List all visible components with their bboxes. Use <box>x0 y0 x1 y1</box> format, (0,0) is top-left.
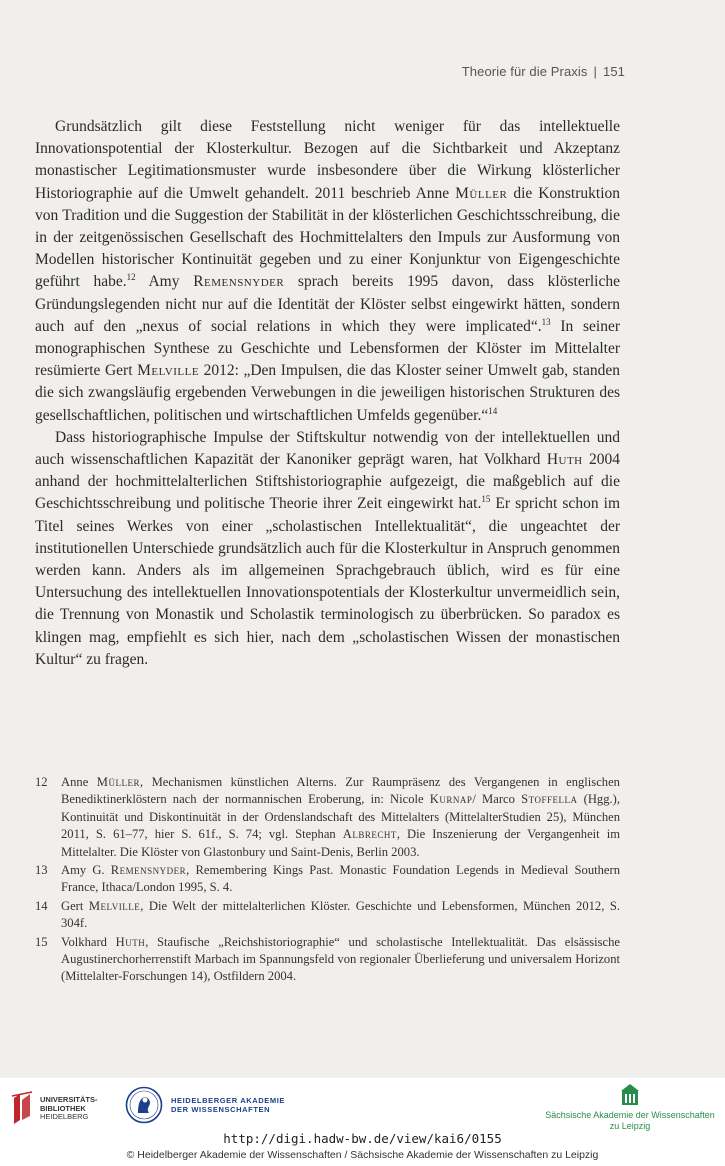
text-run: 2004 anhand der hochmittelalterlichen Stiftshistoriographie aufgezeigt, die maßgeblich auf die Geschichtsschreibung und politische Theorie ihrer Zeit eingewirkt hat. <box>35 451 621 513</box>
paragraph-2 <box>35 427 620 671</box>
footnotes <box>35 774 620 987</box>
author-name: Remensnyder <box>110 863 187 878</box>
text-run: , Die Inszenierung der Vergangenheit im Mittelalter. Die Klöster von Glastonbury und Saint-Denis, Berlin 2003. <box>61 827 620 859</box>
author-name: Remensnyder <box>193 273 285 291</box>
text-run: (Hgg.), Kontinuität und Diskontinuität in der Ordenslandschaft des Mittelalters (MittelalterStudien 25), München 2011, S. 61–77, hier S. 61f., S. 74; vgl. Stephan <box>61 792 620 842</box>
page-number: 151 <box>603 64 625 79</box>
text-run: , Staufische „Reichshistoriographie“ und scholastische Intellektualität. Das elsässische Augustinerchorherrenstift Marbach im Spannungsfeld von regionaler Überlieferung und universalem Horizont (Mittelalter-Forschungen 14), Ostfildern 2004. <box>61 934 620 984</box>
permalink-url[interactable]: http://digi.hadw-bw.de/view/kai6/0155 <box>223 1131 502 1146</box>
ub-heidelberg-logo[interactable] <box>10 1090 120 1130</box>
text-run: Er spricht schon im Titel seines Werkes von einer „scholastischen Intellektualität“, die ungeachtet der institutionellen Unterschiede grundsätzlich auch für die Klosterkultur in Anspruch genommen werden kann. Anders als im allgemeinen Sprachgebrauch üblich, wird es für eine Untersuchung des intellektuellen Innovationspotentials der Klosterkultur unvermeidlich sein, die Trennung von Monastik und Scholastik terminologisch zu überbrücken. So paradox es klingen mag, empfiehlt es sich hier, nach dem „scholastischen Wissen der monastischen Kultur“ zu fragen. <box>35 495 621 668</box>
saw-line-1: Sächsische Akademie der Wissenschaften <box>545 1110 715 1120</box>
hadw-name <box>171 1096 285 1114</box>
running-header <box>462 64 625 79</box>
footnote-ref-13[interactable]: 13 <box>541 316 551 327</box>
text-run: die Konstruktion von Tradition und die Suggestion der Stabilität in der klösterlichen Geschichtsschreibung, die in der zeitgenössischen Gesellschaft des Hochmittelalters den Impuls zur Ausformung von Modellen historischer Kontinuität gegeben und zu einer Konjunktur von Eigengeschichte geführt habe. <box>35 184 620 291</box>
header-separator: | <box>593 64 597 79</box>
text-run: / Marco <box>472 792 522 807</box>
text-run: Gert <box>61 898 89 913</box>
footnote-ref-12[interactable]: 12 <box>126 272 136 283</box>
text-run: Volkhard <box>61 934 116 949</box>
footnote-number: 15 <box>35 934 48 949</box>
text-run: Amy <box>135 273 194 291</box>
author-name: Müller <box>455 184 508 202</box>
author-name: Huth <box>115 934 146 949</box>
text-run: 2012: „Den Impulsen, die das Kloster seiner Umwelt gab, standen die sich zwangsläufig ergebenden Verwebungen in die jeweiligen historischen Strukturen des gesellschaftlichen, politischen und wirtschaftlichen Umfelds gegenüber.“ <box>35 362 620 424</box>
text-run: , Remembering Kings Past. Monastic Foundation Legends in Medieval Southern France, Ithaca/London 1995, S. 4. <box>61 863 621 895</box>
saw-name <box>545 1110 715 1132</box>
hadw-line-1: HEIDELBERGER AKADEMIE <box>171 1096 285 1105</box>
digitization-footer <box>0 1078 725 1166</box>
ub-line-3: HEIDELBERG <box>40 1112 89 1121</box>
ub-line-2: BIBLIOTHEK <box>40 1103 86 1113</box>
text-run: Anne <box>61 775 97 789</box>
ub-line-1: UNIVERSITÄTS- <box>40 1095 98 1104</box>
saw-line-2: zu Leipzig <box>609 1121 651 1131</box>
author-name: Huth <box>546 451 583 469</box>
text-run: , Die Welt der mittelalterlichen Klöster. Geschichte und Lebensformen, München 2012, S. 304f. <box>61 898 620 931</box>
text-run: Amy G. <box>61 863 111 878</box>
text-run: Dass historiographische Impulse der Stiftskultur notwendig von der intellektuellen und auch wissenschaftlichen Kapazität der Kanoniker geprägt waren, hat Volkhard <box>35 428 620 469</box>
author-name: Melville <box>137 362 200 380</box>
ub-heidelberg-logo-icon <box>10 1090 36 1126</box>
author-name: Stoffella <box>521 792 578 807</box>
text-run: Grundsätzlich gilt diese Feststellung nicht weniger für das intellektuelle Innovationspotential der Klosterkultur. Bezogen auf die Sichtbarkeit und Akzeptanz monastischer Legitimationsmuster wurde insbesondere über die Wirkung klösterlicher Historiographie auf die Umwelt gehandelt. 2011 beschrieb Anne <box>35 118 620 202</box>
section-title: Theorie für die Praxis <box>461 64 588 79</box>
text-run: sprach bereits 1995 davon, dass klösterliche Gründungslegenden nicht nur auf die Identität der Klöster selbst eingewirkt hätten, sondern auch auf den „nexus of social relations in which they were implicated“. <box>35 273 620 335</box>
hadw-seal-icon <box>125 1086 163 1124</box>
saw-building-icon <box>621 1084 639 1106</box>
author-name: Melville <box>88 898 141 913</box>
author-name: Müller <box>96 775 140 789</box>
footnote-12 <box>35 774 620 861</box>
hadw-line-2: DER WISSENSCHAFTEN <box>171 1105 271 1114</box>
author-name: Kurnap <box>429 792 473 807</box>
hadw-logo[interactable] <box>125 1086 295 1130</box>
author-name: Albrecht <box>342 827 397 842</box>
footnote-ref-15[interactable]: 15 <box>481 494 491 505</box>
footnote-13 <box>35 862 620 897</box>
paragraph-1 <box>35 116 620 427</box>
footnote-ref-14[interactable]: 14 <box>488 405 498 416</box>
main-text <box>35 116 620 671</box>
footnote-15 <box>35 934 620 986</box>
text-run: In seiner monographischen Synthese zu Geschichte und Lebensformen der Klöster im Mittelalter resümierte Gert <box>35 317 621 380</box>
copyright-notice: © Heidelberger Akademie der Wissenschaften / Sächsische Akademie der Wissenschaften zu Leipzig <box>126 1149 599 1161</box>
ub-heidelberg-name <box>40 1096 98 1122</box>
footnote-14 <box>35 898 620 933</box>
text-run: , Mechanismen künstlichen Alterns. Zur Raumpräsenz des Vergangenen in englischen Benediktinerklöstern nach der normannischen Eroberung, in: Nicole <box>61 775 620 807</box>
footnote-number: 13 <box>35 863 48 878</box>
footnote-number: 14 <box>35 898 48 913</box>
footnote-number: 12 <box>35 775 48 789</box>
